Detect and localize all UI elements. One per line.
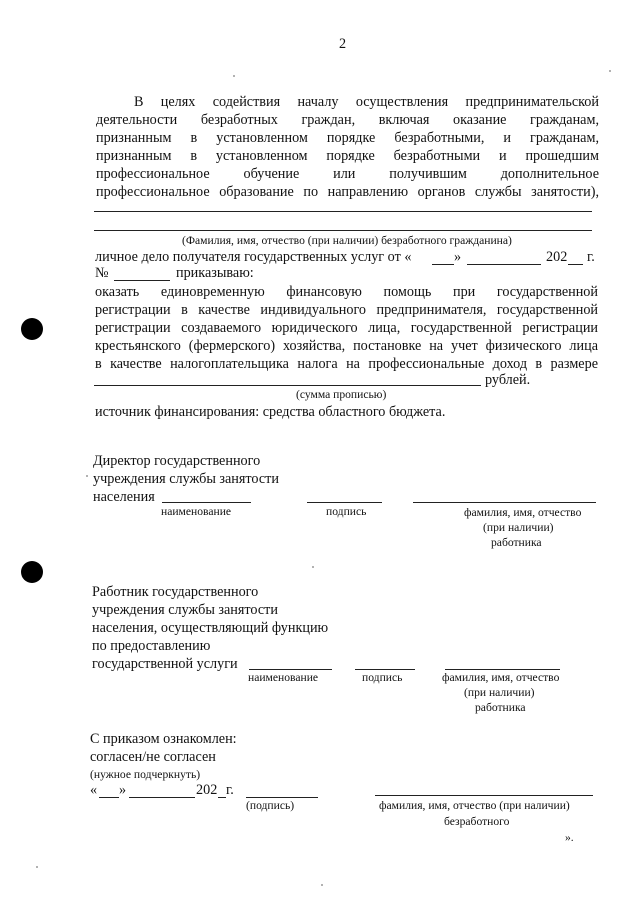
punch-hole-top (21, 318, 43, 340)
ack-caption-fio-2: безработного (444, 815, 510, 828)
intro-line-3: признанным в установленном порядке безработными, и гражданам, (96, 130, 599, 146)
fio-caption: (Фамилия, имя, отчество (при наличии) безработного гражданина) (182, 234, 512, 247)
worker-caption-sign: подпись (362, 671, 403, 684)
director-fio-blank (413, 502, 596, 503)
sum-caption: (сумма прописью) (296, 388, 387, 401)
order-number-blank (114, 280, 170, 281)
ack-agree: согласен/не согласен (90, 749, 216, 765)
worker-title-3: населения, осуществляющий функцию (92, 620, 329, 636)
director-title-1: Директор государственного (93, 453, 261, 469)
order-number-label: № (95, 265, 109, 281)
ack-fio-blank (375, 795, 593, 796)
ack-month-blank (129, 797, 195, 798)
rubles-label: рублей. (485, 372, 531, 388)
worker-title-1: Работник государственного (92, 584, 259, 600)
scan-speck (86, 475, 88, 477)
personal-file-quote-close: » (454, 249, 462, 265)
ack-date-open: « (90, 782, 98, 798)
worker-sign-blank (355, 669, 415, 670)
ack-date-close: » (119, 782, 127, 798)
body-line-2: регистрации в качестве индивидуального предпринимателя, государственной (95, 302, 598, 318)
worker-caption-fio-2: (при наличии) (464, 686, 535, 699)
scan-speck (233, 75, 235, 77)
ack-year: 202 (196, 782, 218, 798)
closing-quote: ». (565, 831, 574, 844)
body-line-1: оказать единовременную финансовую помощь при государственной (95, 284, 598, 300)
fio-blank-line-2 (94, 230, 592, 231)
worker-caption-fio-1: фамилия, имя, отчество (442, 671, 560, 684)
personal-file-prefix: личное дело получателя государственных услуг от « (95, 249, 412, 265)
worker-title-5: государственной услуги (92, 656, 238, 672)
body-line-5: в качестве налогоплательщика налога на профессиональные доход в размере (95, 356, 598, 372)
intro-line-1: В целях содействия началу осуществления предпринимательской (134, 94, 599, 110)
ack-year-blank (218, 797, 226, 798)
scan-speck (36, 866, 38, 868)
date-month-blank (467, 264, 541, 265)
personal-file-year: 202 (546, 249, 568, 265)
ack-year-suffix: г. (226, 782, 234, 798)
date-year-blank (568, 264, 583, 265)
intro-line-4: признанным в установленном порядке безработными и прошедшим (96, 148, 599, 164)
order-word: приказываю: (176, 265, 254, 281)
punch-hole-bottom (21, 561, 43, 583)
fio-blank-line-1 (94, 211, 592, 212)
worker-fio-blank (445, 669, 560, 670)
sum-blank-line (94, 385, 481, 386)
ack-sign-blank (246, 797, 318, 798)
director-title-2: учреждения службы занятости (93, 471, 279, 487)
scan-speck (312, 566, 314, 568)
scan-speck (609, 70, 611, 72)
ack-title: С приказом ознакомлен: (90, 731, 237, 747)
scan-speck (321, 884, 323, 886)
worker-caption-name: наименование (248, 671, 319, 684)
director-caption-name: наименование (161, 505, 232, 518)
director-caption-fio-2: (при наличии) (483, 521, 554, 534)
financing-source: источник финансирования: средства областного бюджета. (95, 404, 446, 420)
worker-name-blank (249, 669, 332, 670)
ack-caption-sign: (подпись) (246, 799, 295, 812)
director-sign-blank (307, 502, 382, 503)
body-line-3: регистрации создаваемого юридического лица, государственной регистрации (95, 320, 598, 336)
ack-day-blank (99, 797, 119, 798)
date-day-blank (432, 264, 454, 265)
ack-caption-fio-1: фамилия, имя, отчество (при наличии) (379, 799, 570, 812)
director-caption-fio-1: фамилия, имя, отчество (464, 506, 582, 519)
intro-line-6: профессиональное образование по направлению органов службы занятости), (96, 184, 599, 200)
intro-line-2: деятельности безработных граждан, включая оказание гражданам, (96, 112, 599, 128)
intro-line-5: профессиональное обучение или получившим дополнительное (96, 166, 599, 182)
worker-caption-fio-3: работника (475, 701, 526, 714)
personal-file-year-suffix: г. (587, 249, 595, 265)
director-name-blank (162, 502, 251, 503)
director-caption-sign: подпись (326, 505, 367, 518)
page-number: 2 (339, 36, 347, 52)
worker-title-4: по предоставлению (92, 638, 211, 654)
ack-underline-note: (нужное подчеркнуть) (90, 768, 201, 781)
worker-title-2: учреждения службы занятости (92, 602, 278, 618)
body-line-4: крестьянского (фермерского) хозяйства, постановке на учет физического лица (95, 338, 598, 354)
director-title-3: населения (93, 489, 155, 505)
director-caption-fio-3: работника (491, 536, 542, 549)
